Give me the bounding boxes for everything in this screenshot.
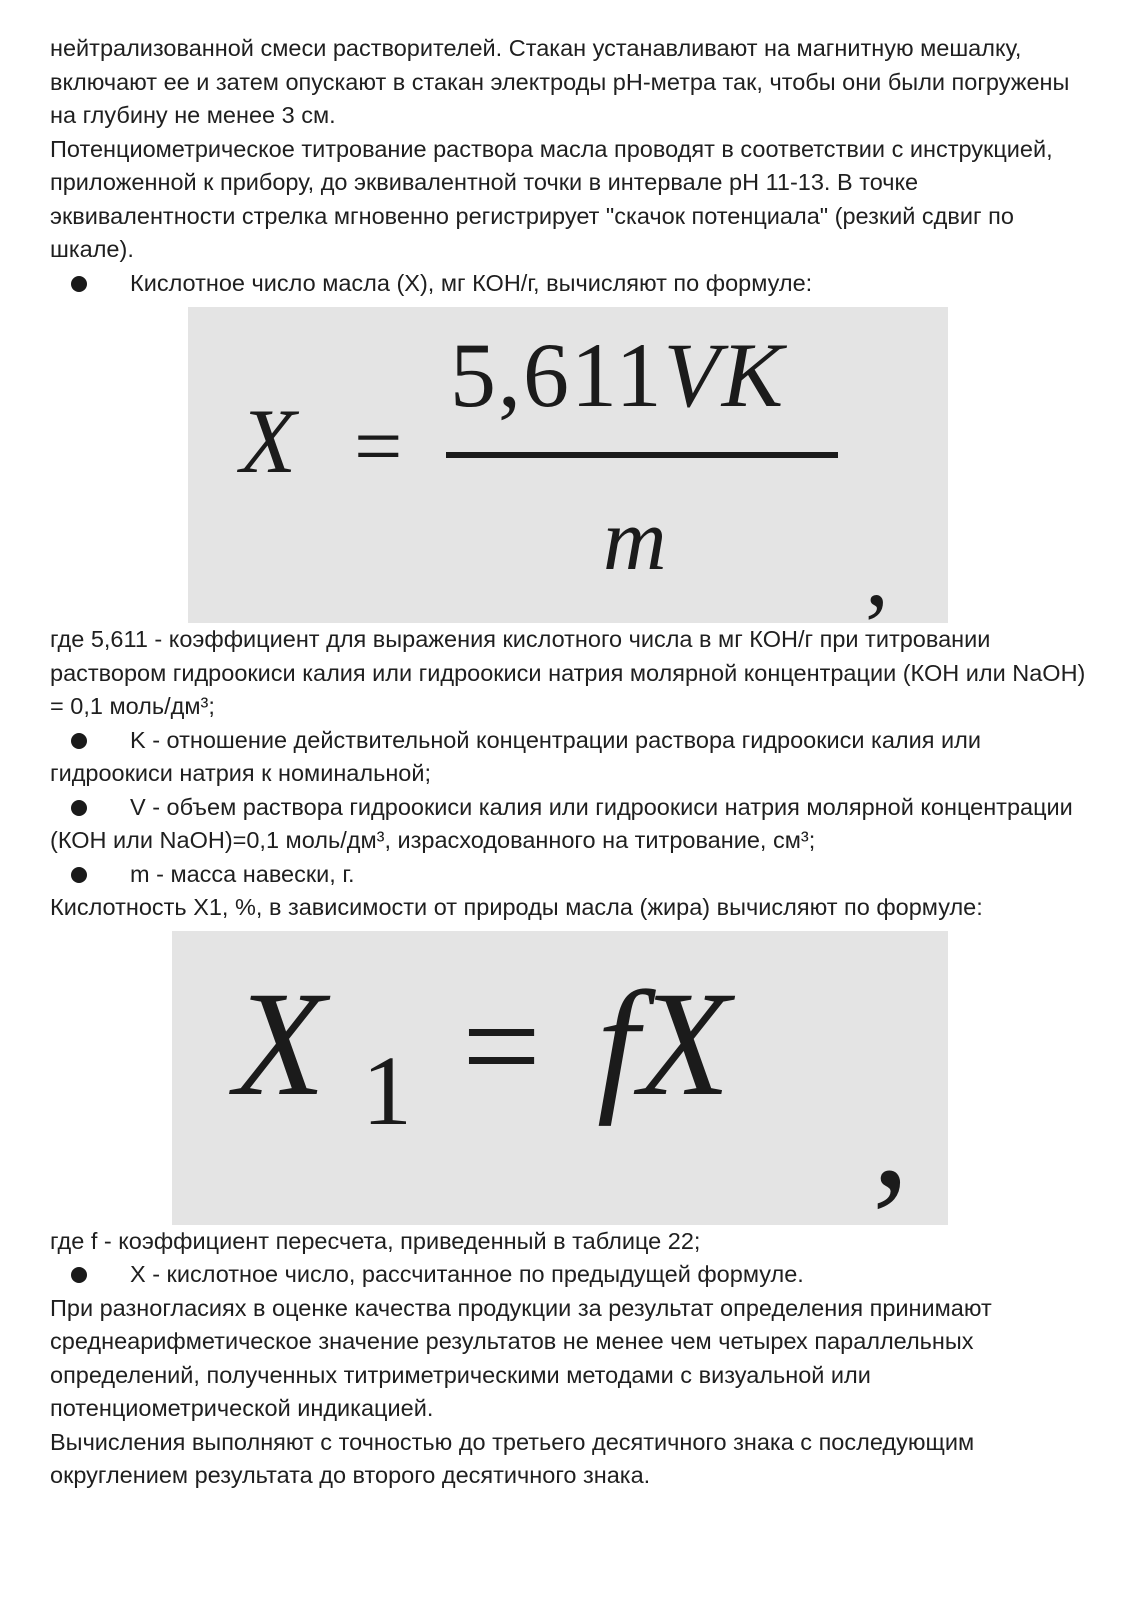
formula2-equals: = [462,968,541,1124]
bullet-dot-icon [71,276,87,292]
formula1-numerator [450,324,786,426]
formula1-comma: , [865,519,889,626]
acidity-intro-paragraph: Кислотность X1, %, в зависимости от природы масла (жира) вычисляют по формуле: [50,894,983,920]
formula1-fraction-bar [446,452,838,458]
where-f-paragraph: где f - коэффициент пересчета, приведенный в таблице 22; [50,1227,701,1254]
bullet-var-x [50,1258,1090,1292]
formula-acidity [172,931,948,1225]
formula1-num-vars: VK [663,324,786,426]
intro-paragraph-1: нейтрализованной смеси растворителей. Стакан устанавливают на магнитную мешалку, включают ее и затем опускают в стакан электроды pH-метра так, чтобы они были погружены на глубину не менее 3 см. [50,35,1070,128]
bullet-formula-intro [50,267,1090,301]
bullet-text: X - кислотное число, рассчитанное по предыдущей формуле. [130,1261,804,1287]
intro-paragraph-2: Потенциометрическое титрование раствора масла проводят в соответствии с инструкцией, приложенной к прибору, до эквивалентной точки в интервале pH 11-13. В точке эквивалентности стрелка мгновенно регистрирует "скачок потенциала" (резкий сдвиг по шкале). [50,135,1053,262]
formula1-denominator: m [603,492,667,589]
document-page [50,32,1090,1493]
formula2-comma: , [872,1052,910,1219]
where-5611-paragraph: где 5,611 - коэффициент для выражения кислотного числа в мг КОН/г при титровании раствором гидроокиси калия или гидроокиси натрия молярной концентрации (КОН или NaOH) = 0,1 моль/дм³; [50,626,1086,719]
formula2-lhs: X [234,960,326,1127]
bullet-text: Кислотное число масла (X), мг КОН/г, вычисляют по формуле: [130,269,813,296]
formula1-num-const: 5,611 [450,324,664,426]
formula2-subscript: 1 [362,1034,412,1146]
bullet-dot-icon [71,1267,87,1283]
formula2-rhs: fX [597,960,731,1127]
bullet-text: m - масса навески, г. [130,860,355,887]
bullet-var-k [50,724,1090,791]
bullet-var-m [50,858,1090,892]
bullet-text: K - отношение действительной концентрации раствора гидроокиси калия или гидроокиси натрия к номинальной; [50,726,981,786]
formula1-equals: = [354,398,403,494]
bullet-dot-icon [71,867,87,883]
disagreement-paragraph: При разногласиях в оценке качества продукции за результат определения принимают среднеарифметическое значение результатов не менее чем четырех параллельных определений, полученных титриметрическими методами с визуальной или потенциометрической индикацией. [50,1294,992,1421]
bullet-var-v [50,791,1090,858]
bullet-text: V - объем раствора гидроокиси калия или гидроокиси натрия молярной концентрации (КОН или NaOH)=0,1 моль/дм³, израсходованного на титрование, см³; [50,793,1073,853]
bullet-dot-icon [71,800,87,816]
precision-paragraph: Вычисления выполняют с точностью до третьего десятичного знака с последующим округлением результата до второго десятичного знака. [50,1428,975,1488]
bullet-dot-icon [71,733,87,749]
formula-acid-number [188,307,948,626]
formula1-lhs: X [240,390,297,492]
